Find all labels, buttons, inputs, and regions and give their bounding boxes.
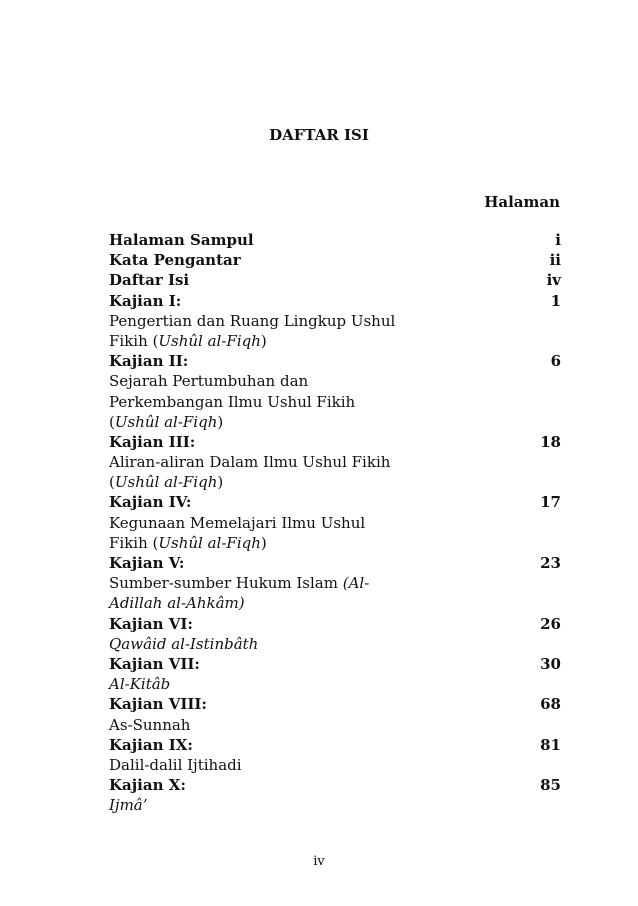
toc-entry-page: iv bbox=[546, 271, 561, 290]
toc-entry-label: Kajian II: bbox=[109, 352, 189, 371]
description-text: Pengertian dan Ruang Lingkup Ushul bbox=[109, 311, 396, 330]
toc-entry-daftar-isi[interactable] bbox=[109, 270, 561, 290]
toc-entry-label: Kajian IV: bbox=[109, 493, 192, 512]
toc-entry-description bbox=[109, 755, 561, 775]
toc-entry-label: Kajian VII: bbox=[109, 654, 200, 673]
description-italic: Al-Kitâb bbox=[109, 675, 171, 694]
description-text: ( bbox=[109, 412, 115, 431]
description-text: Dalil-dalil Ijtihadi bbox=[109, 755, 242, 774]
toc-entry-page: 18 bbox=[540, 432, 561, 451]
toc-entry-label: Kajian V: bbox=[109, 554, 185, 572]
toc-entry-description bbox=[109, 452, 561, 472]
toc-entry-description bbox=[109, 513, 561, 533]
description-text: As-Sunnah bbox=[109, 715, 191, 734]
description-italic: Ushûl al-Fiqh bbox=[114, 473, 218, 492]
toc-entry-description bbox=[109, 371, 561, 391]
toc-entry-label: Kajian I: bbox=[109, 291, 182, 310]
toc-entry-kajian-6[interactable] bbox=[109, 614, 561, 634]
toc-entry-kajian-8[interactable] bbox=[109, 694, 561, 714]
toc-entry-label: Halaman Sampul bbox=[109, 231, 254, 249]
toc-entry-description bbox=[109, 533, 561, 553]
page-number: iv bbox=[313, 854, 325, 869]
toc-entry-description bbox=[109, 311, 561, 331]
description-italic: Ushûl al-Fiqh bbox=[158, 533, 261, 552]
toc-entry-label: Kajian X: bbox=[109, 776, 186, 795]
toc-entry-page: 6 bbox=[550, 352, 561, 371]
toc-entry-label: Kata Pengantar bbox=[109, 251, 241, 270]
description-text: Fikih ( bbox=[109, 533, 159, 552]
toc-entry-kajian-10[interactable] bbox=[109, 775, 561, 795]
description-text: Kegunaan Memelajari Ilmu Ushul bbox=[109, 513, 366, 532]
toc-entry-description bbox=[109, 593, 561, 613]
description-text: ) bbox=[217, 412, 224, 431]
toc-entry-kajian-7[interactable] bbox=[109, 654, 561, 674]
toc-entry-page: 1 bbox=[550, 291, 561, 310]
description-text: Sumber-sumber Hukum Islam bbox=[109, 574, 343, 593]
description-italic: (Al- bbox=[342, 574, 370, 593]
toc-entry-kajian-5[interactable] bbox=[109, 553, 561, 573]
toc-entry-label: Daftar Isi bbox=[109, 271, 190, 290]
toc-entry-kajian-4[interactable] bbox=[109, 492, 561, 512]
toc-entry-kajian-2[interactable] bbox=[109, 351, 561, 371]
description-text: ) bbox=[260, 331, 267, 350]
description-text: Fikih ( bbox=[109, 331, 159, 350]
toc-entry-description bbox=[109, 412, 561, 432]
description-italic: Ushûl al-Fiqh bbox=[114, 412, 218, 431]
toc-entry-description bbox=[109, 472, 561, 492]
toc-entry-page: 17 bbox=[540, 493, 561, 512]
toc-entry-page: ii bbox=[549, 251, 561, 270]
description-text: Sejarah Pertumbuhan dan bbox=[109, 372, 309, 391]
toc-entry-kajian-9[interactable] bbox=[109, 735, 561, 755]
toc-entry-description bbox=[109, 795, 561, 815]
description-text: ( bbox=[109, 473, 115, 492]
page-title: DAFTAR ISI bbox=[269, 126, 369, 144]
toc-entry-label: Kajian VI: bbox=[109, 614, 193, 633]
description-text: ) bbox=[217, 473, 224, 492]
toc-entry-kajian-3[interactable] bbox=[109, 432, 561, 452]
toc-entry-description bbox=[109, 634, 561, 654]
toc-entry-kata-pengantar[interactable] bbox=[109, 250, 561, 270]
description-italic: Adillah al-Ahkâm) bbox=[109, 594, 245, 613]
table-of-contents bbox=[109, 230, 561, 815]
page-column-header: Halaman bbox=[484, 193, 560, 211]
description-text: Perkembangan Ilmu Ushul Fikih bbox=[109, 392, 356, 411]
description-text: Aliran-aliran Dalam Ilmu Ushul Fikih bbox=[109, 453, 391, 472]
toc-entry-description bbox=[109, 715, 561, 735]
toc-entry-kajian-1[interactable] bbox=[109, 291, 561, 311]
toc-entry-label: Kajian III: bbox=[109, 432, 196, 451]
toc-entry-page: 85 bbox=[540, 776, 561, 795]
toc-entry-description bbox=[109, 573, 561, 593]
toc-entry-page: i bbox=[555, 231, 561, 249]
toc-entry-description bbox=[109, 331, 561, 351]
toc-entry-page: 23 bbox=[540, 554, 561, 572]
description-italic: Ijmâ’ bbox=[109, 796, 148, 815]
description-text: ) bbox=[260, 533, 267, 552]
toc-entry-page: 26 bbox=[540, 614, 561, 633]
toc-entry-halaman-sampul[interactable] bbox=[109, 230, 561, 250]
description-italic: Ushûl al-Fiqh bbox=[158, 331, 261, 350]
description-italic: Qawâid al-Istinbâth bbox=[109, 634, 259, 653]
toc-entry-page: 81 bbox=[540, 735, 561, 754]
toc-entry-page: 68 bbox=[540, 695, 561, 714]
toc-entry-label: Kajian IX: bbox=[109, 735, 193, 754]
toc-entry-page: 30 bbox=[540, 654, 561, 673]
toc-entry-label: Kajian VIII: bbox=[109, 695, 207, 714]
toc-entry-description bbox=[109, 392, 561, 412]
toc-entry-description bbox=[109, 674, 561, 694]
